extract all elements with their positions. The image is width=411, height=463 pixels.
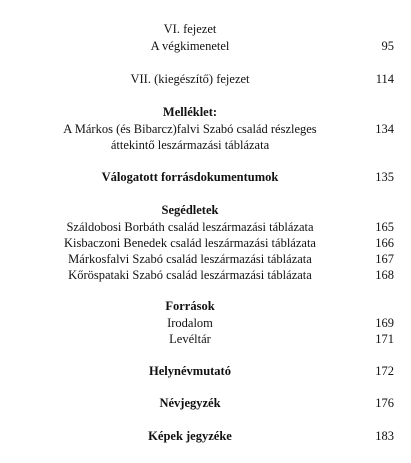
references-item-page: 169 [375, 316, 394, 330]
appendix-page: 134 [375, 122, 394, 136]
references-item-page: 171 [375, 332, 394, 346]
aids-item-page: 168 [375, 268, 394, 282]
references-item-label: Levéltár [169, 332, 211, 346]
aids-item-page: 165 [375, 220, 394, 234]
references-heading: Források [165, 299, 215, 313]
name-index-title: Névjegyzék [159, 396, 221, 410]
aids-item-label: Kisbaczoni Benedek család leszármazási táblázata [64, 236, 316, 250]
references-item-label: Irodalom [167, 316, 213, 330]
chapter-7-title: VII. (kiegészítő) fejezet [130, 72, 250, 86]
sources-title: Válogatott forrásdokumentumok [101, 170, 279, 184]
appendix-heading: Melléklet: [162, 105, 218, 119]
aids-heading: Segédletek [161, 203, 219, 217]
sources-page: 135 [375, 170, 394, 184]
chapter-6-title: A végkimenetel [150, 39, 230, 53]
name-index-page: 176 [375, 396, 394, 410]
aids-item-label: Márkosfalvi Szabó család leszármazási táblázata [68, 252, 312, 266]
image-list-title: Képek jegyzéke [148, 429, 232, 443]
chapter-6-page: 95 [381, 39, 394, 53]
place-index-page: 172 [375, 364, 394, 378]
aids-item-label: Kőröspataki Szabó család leszármazási táblázata [68, 268, 312, 282]
chapter-7-page: 114 [375, 72, 394, 86]
appendix-title-line-1: A Márkos (és Bibarcz)falvi Szabó család részleges [63, 122, 317, 136]
chapter-6-heading: VI. fejezet [163, 22, 217, 36]
aids-item-label: Száldobosi Borbáth család leszármazási táblázata [66, 220, 314, 234]
appendix-title-line-2: áttekintő leszármazási táblázata [110, 138, 270, 152]
image-list-page: 183 [375, 429, 394, 443]
place-index-title: Helynévmutató [149, 364, 231, 378]
aids-item-page: 167 [375, 252, 394, 266]
aids-item-page: 166 [375, 236, 394, 250]
